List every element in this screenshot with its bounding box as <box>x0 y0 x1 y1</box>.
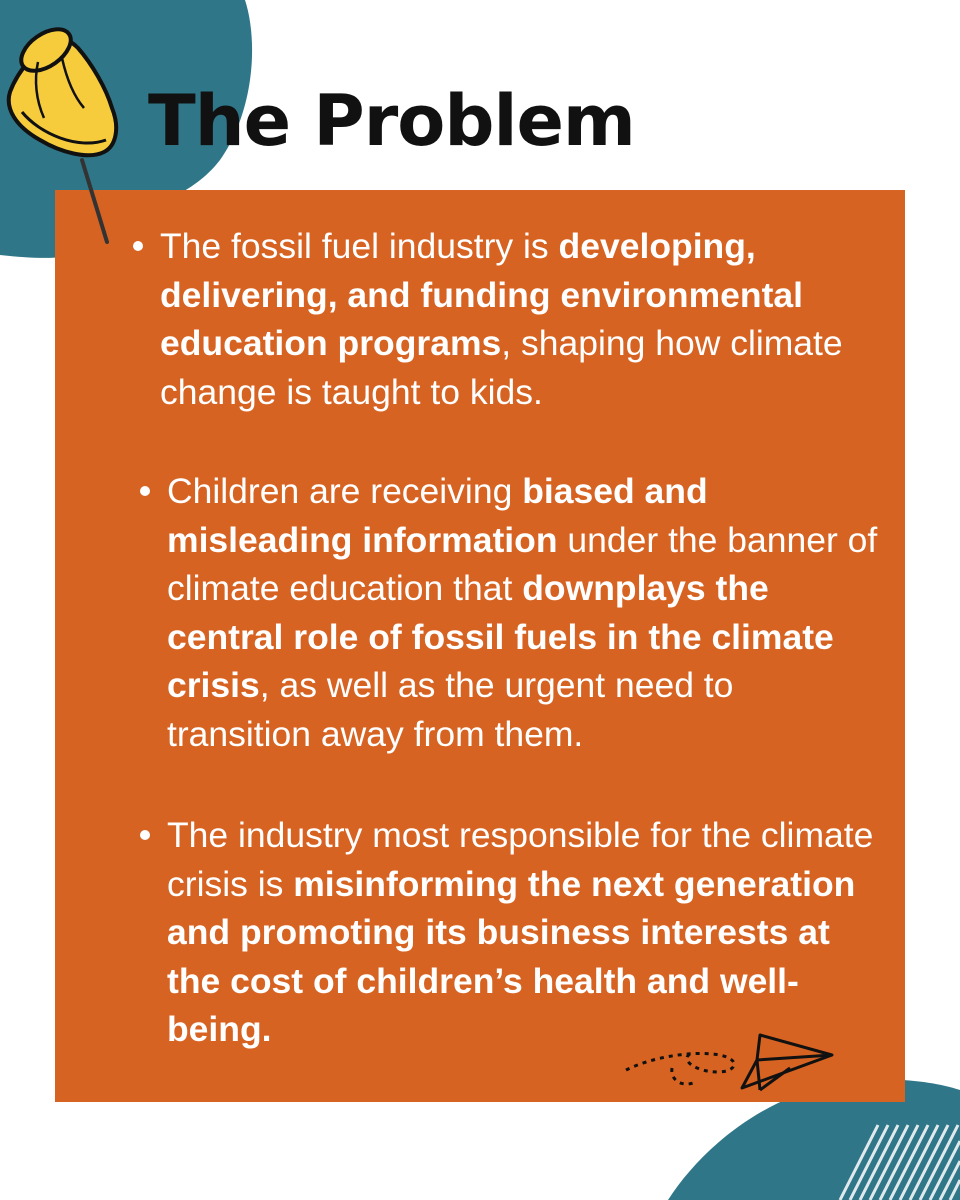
bullet-text-bold-run: biased and misleading information <box>167 471 708 560</box>
bullet-text <box>167 815 873 1049</box>
bullet-text-run: The fossil fuel industry is <box>160 226 559 266</box>
bullet-text <box>167 471 877 754</box>
bullet-text-run: , as well as the urgent need to transition away from them. <box>167 665 734 754</box>
bullet-dot <box>140 486 150 496</box>
page-title: The Problem <box>148 80 635 162</box>
bullet-dot <box>140 830 150 840</box>
bullet-item-2 <box>167 467 887 758</box>
bullet-text-run: The industry most responsible for the climate crisis is <box>167 815 874 904</box>
bullet-text-run: Children are receiving <box>167 471 523 511</box>
bullet-text-bold-run: developing, delivering, and funding environmental education programs <box>160 226 804 363</box>
bullet-dot <box>133 241 143 251</box>
bullet-item-1 <box>160 222 860 416</box>
bullet-text-bold-run: downplays the central role of fossil fuels in the climate crisis <box>167 568 834 705</box>
bullet-text-run: , shaping how climate change is taught to kids. <box>160 323 843 412</box>
bullet-item-3 <box>167 811 887 1054</box>
bullet-text-bold-run: misinforming the next generation and promoting its business interests at the cost of children’s health and well-being. <box>167 863 856 1049</box>
bullet-text-run: under the banner of climate education that <box>167 519 878 608</box>
bullet-text <box>160 226 843 412</box>
